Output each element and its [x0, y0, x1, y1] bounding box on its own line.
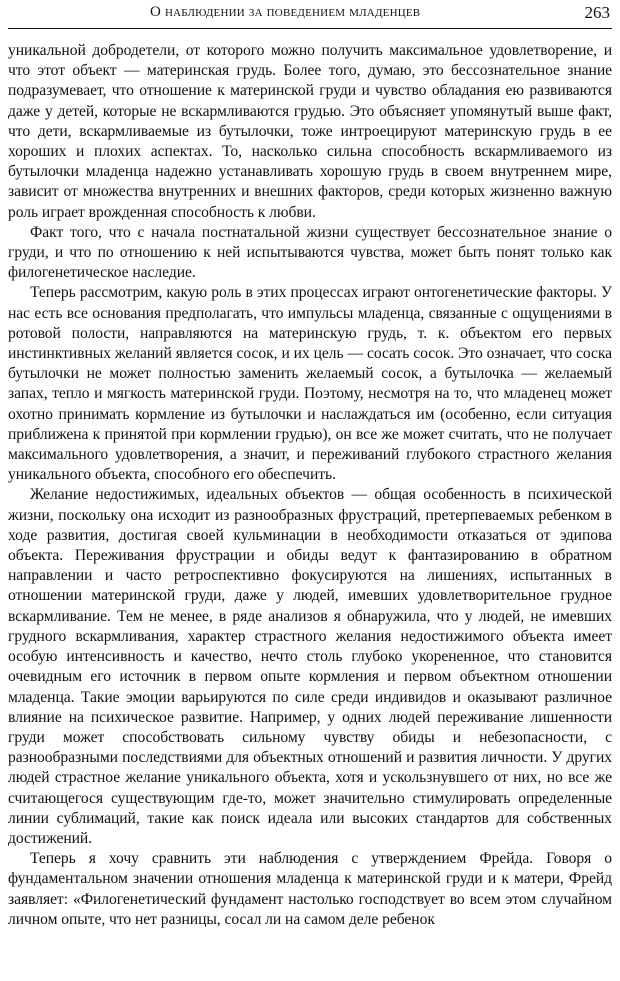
paragraph-ontogenetic-factors: Теперь рассмотрим, какую роль в этих процессах играют онтогенетические факторы. У нас есть все основания предполагать, что импульсы младенца, связанные с ощущениями в ротовой полости, направляются на материнскую грудь, т. к. объектом его первых инстинктивных желаний является сосок, и их цель — сосать сосок. Это означает, что соска бутылочки не может полностью заменить желаемый сосок, а бутылочка — желаемый запах, тепло и мягкость материнской груди. Поэтому, несмотря на то, что младенец может охотно принимать кормление из бутылочки и наслаждаться им (особенно, если ситуация приближена к принятой при кормлении грудью), он все же может считать, что не получает максимального удовлетворения, а значит, и переживаний глубокого страстного желания уникального объекта, способного его обеспечить. [8, 284, 612, 484]
paragraph-freud-comparison: Теперь я хочу сравнить эти наблюдения с утверждением Фрейда. Говоря о фундаментальном значении отношения младенца к материнской груди и к матери, Фрейд заявляет: «Филогенетический фундамент настолько господствует во всем этом случайном личном опыте, что нет разницы, сосал ли на самом деле ребенок [8, 850, 612, 928]
paragraph-unattainable-objects: Желание недостижимых, идеальных объектов — общая особенность в психической жизни, поскольку она исходит из разнообразных фрустраций, претерпеваемых ребенком в ходе развития, достигая своей кульминации в необходимости отказаться от эдипова объекта. Переживания фрустрации и обиды ведут к фантазированию в обратном направлении и часто ретроспективно фокусируются на лишениях, испытанных в отношении материнской груди, даже у людей, имевших удовлетворительное грудное вскармливание. Тем не менее, в ряде анализов я обнаружила, что у людей, не имевших грудного вскармливания, характер страстного желания недостижимого объекта имеет особую интенсивность и качество, нечто столь глубоко укорененное, что становится очевидным его источник в первом опыте кормления и первом объектном отношении младенца. Такие эмоции варьируются по силе среди индивидов и оказывают различное влияние на психическое развитие. Например, у одних людей переживание лишенности груди может способствовать сильному чувству обиды и небезопасности, с разнообразными последствиями для объектных отношений и развития личности. У других людей страстное желание уникального объекта, хотя и ускользнувшего от них, но все же считающегося существующим где-то, может значительно стимулировать определенные линии сублимаций, такие как поиск идеала или высоких стандартов для собственных достижений. [8, 486, 612, 847]
page-number: 263 [584, 3, 610, 22]
paragraph-continuation: уникальной добродетели, от которого можно получить максимальное удовлетворение, и что этот объект — материнская грудь. Более того, думаю, это бессознательное знание подразумевает, что отношение к материнской груди и чувство обладания ею развиваются даже у детей, которые не вскармливаются грудью. Это объясняет упомянутый выше факт, что дети, вскармливаемые из бутылочки, тоже интроецируют материнскую грудь в ее хороших и плохих аспектах. То, насколько сильна способность вскармливаемого из бутылочки младенца надежно устанавливать хорошую грудь в своем внутреннем мире, зависит от множества внутренних и внешних факторов, среди которых жизненно важную роль играет врожденная способность к любви. [8, 42, 612, 221]
text-body [8, 41, 612, 975]
paragraph-phylogenetic-heritage: Факт того, что с начала постнатальной жизни существует бессознательное знание о груди, и что по отношению к ней испытываются чувства, может быть понят только как филогенетическое наследие. [8, 223, 612, 282]
header-title: О наблюдении за поведением младенцев [150, 4, 421, 20]
running-head [8, 2, 612, 29]
